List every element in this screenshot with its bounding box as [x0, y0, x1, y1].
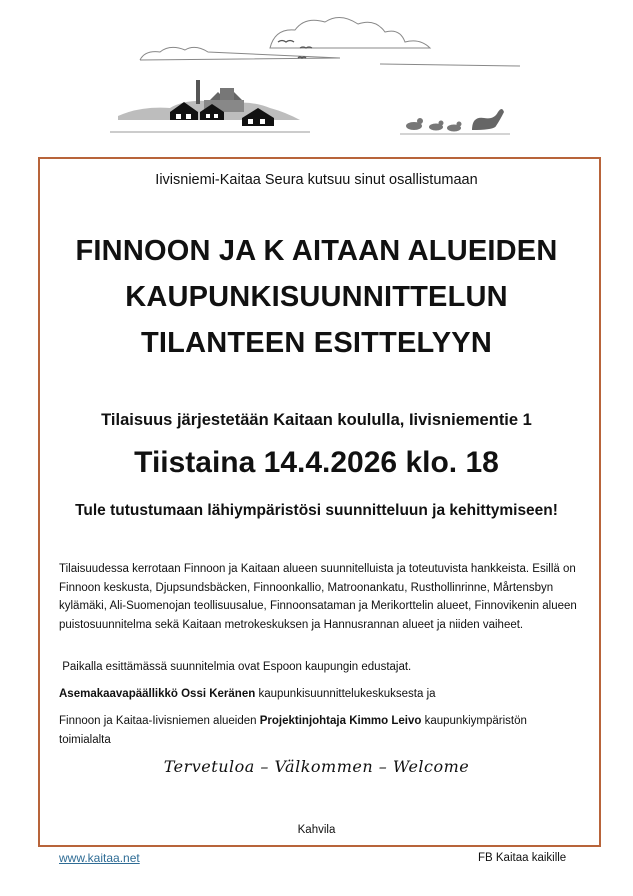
cloud-icon — [140, 17, 520, 66]
description-paragraph: Tilaisuudessa kerrotaan Finnoon ja Kaitaan alueen suunnitelluista ja toteutuvista hankkeista. Esillä on Finnoon keskusta, Djupsundsbäcken, Finnoonkallio, Matroonankatu, Rusthollinrinne, Mårtensbyn kylämäki, Ali-Suomenojan teollisuusalue, Finnoonsataman ja Merikorttelin alueet, Finnovikenin alueen puistosuunnitelma sekä Kaitaan metrokeskuksen ja Hannusrannan alueet ja niiden vaiheet. — [59, 563, 577, 631]
presenter-one-org: kaupunkisuunnittelukeskuksesta ja — [255, 688, 436, 700]
venue-text: Tilaisuus järjestetään Kaitaan koululla, Iivisniementie 1 — [101, 411, 532, 429]
event-datetime: Tiistaina 14.4.2026 klo. 18 — [134, 446, 499, 479]
welcome-text: Tervetuloa – Välkommen – Welcome — [163, 757, 470, 776]
swan-icon — [472, 109, 504, 130]
presenter-two-title: Projektinjohtaja Kimmo Leivo — [259, 715, 422, 727]
presenters-intro-text: Paikalla esittämässä suunnitelmia ovat Espoon kaupungin edustajat. — [62, 661, 412, 673]
presenter-two — [59, 712, 579, 749]
duck-icon — [406, 118, 462, 132]
town-illustration — [100, 8, 520, 136]
headline-line: KAUPUNKISUUNNITTELUN — [125, 281, 508, 313]
headline — [40, 228, 593, 366]
website-link[interactable]: www.kaitaa.net — [59, 851, 140, 865]
presenter-one — [59, 685, 579, 704]
presenters-intro — [59, 658, 579, 677]
presenter-two-area: Finnoon ja Kaitaa-Iivisniemen alueiden — [59, 715, 260, 727]
intro-text: Iivisniemi-Kaitaa Seura kutsuu sinut osallistumaan — [155, 172, 478, 188]
headline-line: TILANTEEN ESITTELYYN — [141, 327, 492, 359]
facebook-group: FB Kaitaa kaikille — [478, 852, 567, 864]
presenter-two-org: kaupunkiympäristön toimialalta — [59, 715, 527, 746]
presenter-one-title: Asemakaavapäällikkö Ossi Keränen — [59, 688, 256, 700]
tagline: Tule tutustumaan lähiympäristösi suunnitteluun ja kehittymiseen! — [75, 502, 558, 519]
headline-line: FINNOON JA K AITAAN ALUEIDEN — [75, 235, 558, 267]
coffee-text: Kahvila — [297, 824, 336, 836]
